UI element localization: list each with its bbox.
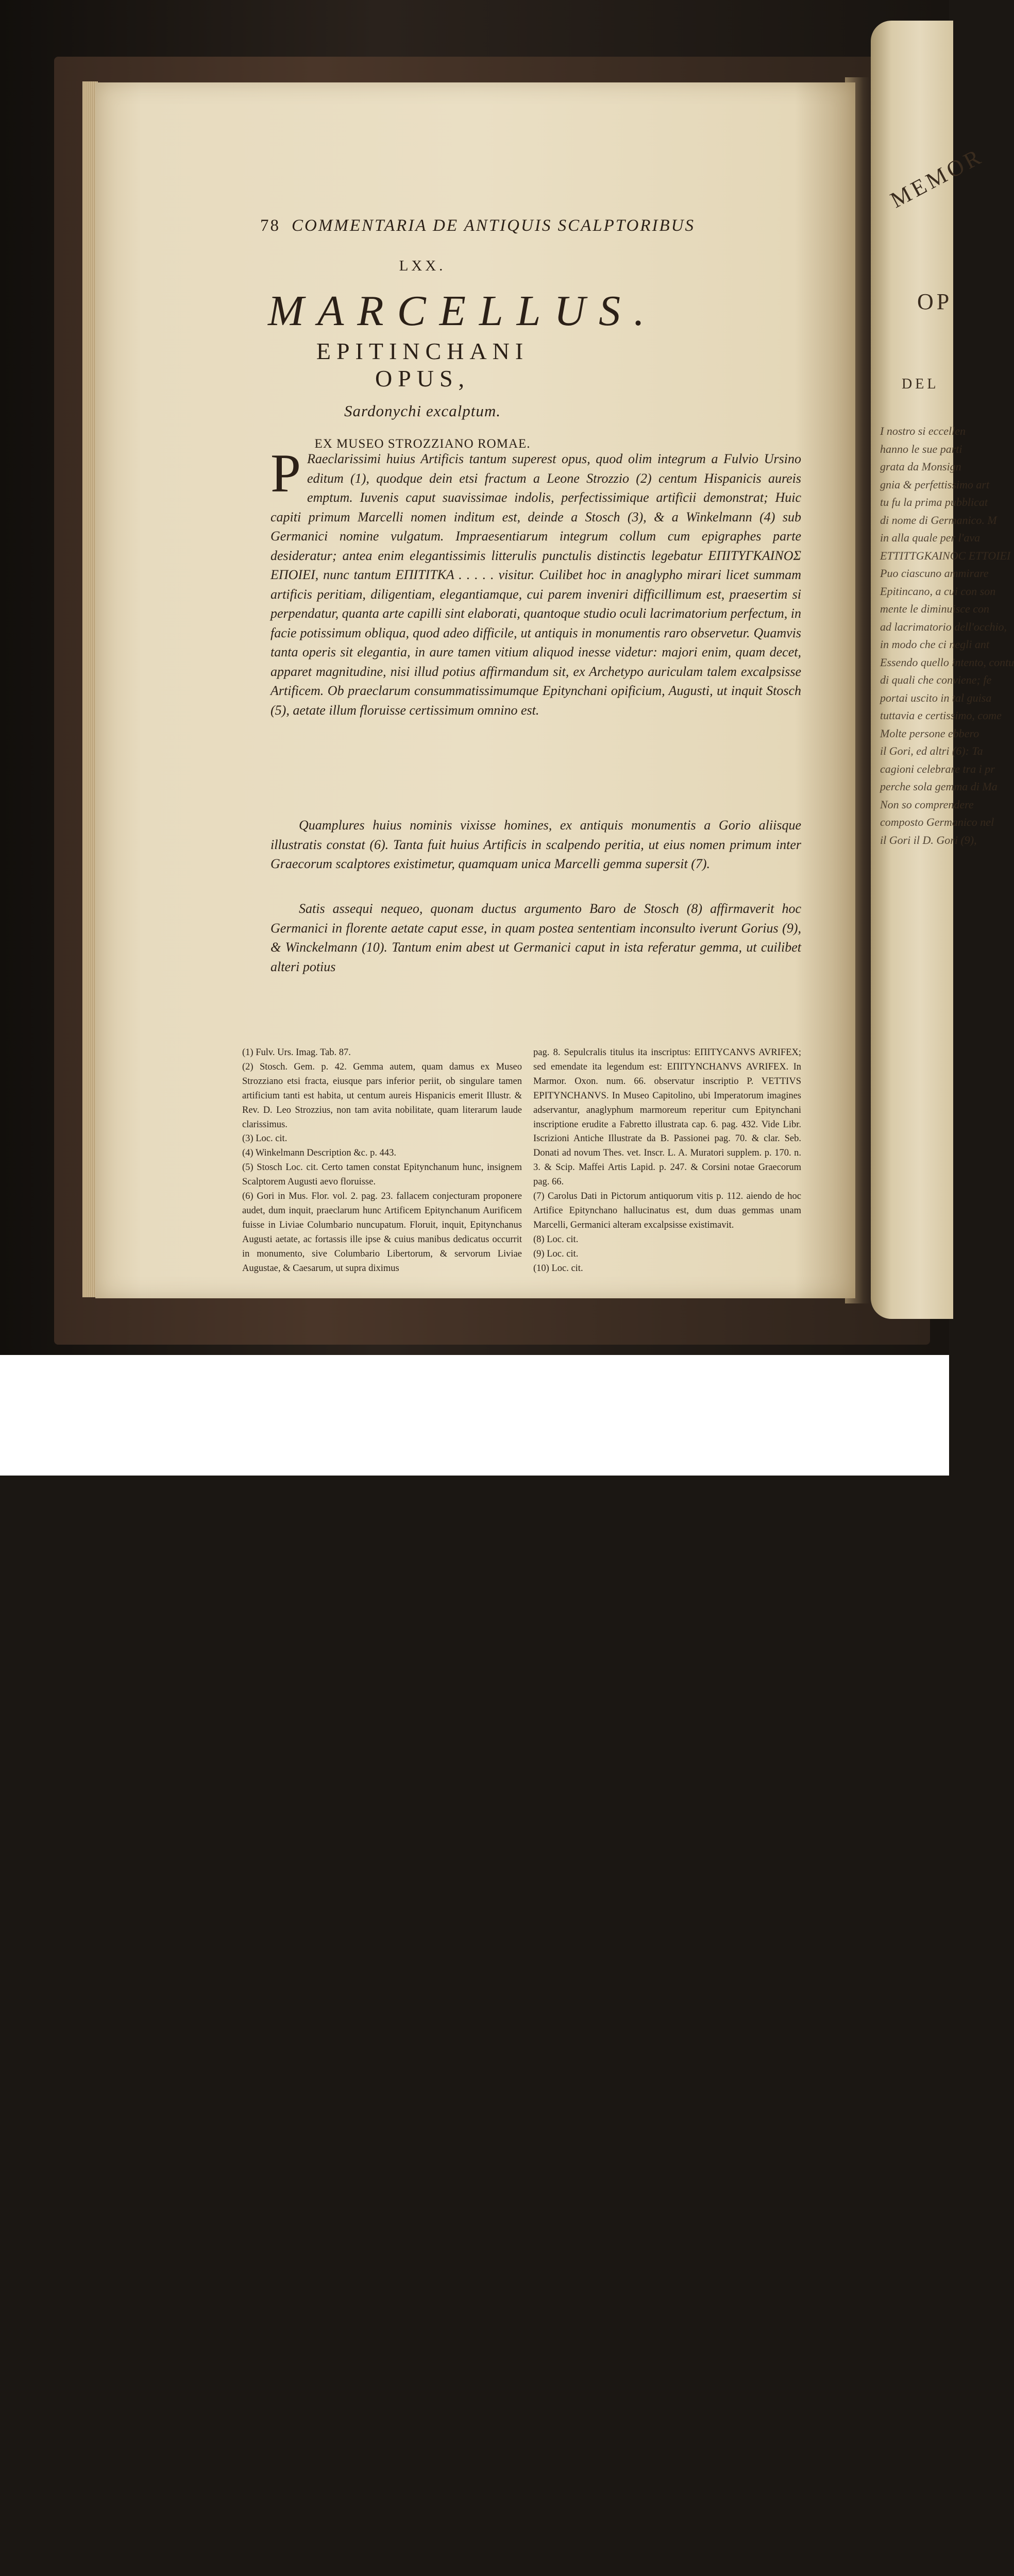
facing-head-3: DEL <box>902 376 939 392</box>
facing-line: Essendo quello intento, contu <box>880 655 1014 669</box>
viewer-footer <box>0 1355 949 1476</box>
running-head <box>260 216 755 235</box>
facing-line: Molte persone ebbero <box>880 726 979 740</box>
facing-line: perche sola gemma di Ma <box>880 780 998 793</box>
facing-text <box>880 422 1014 849</box>
facing-line: tu fu la prima pubblicat <box>880 496 988 509</box>
paragraph-3: Satis assequi nequeo, quonam ductus argumento Baro de Stosch (8) affirmaverit hoc Germanici in florente aetate caput esse, in quam postea sententiam inconsulto iverunt Gorius (9), & Winckelmann (10). Tantum enim abest ut Germanici caput in ista referatur gemma, ut cuilibet alteri potius <box>271 901 801 974</box>
footnote: (5) Stosch Loc. cit. Certo tamen constat Epitynchanum hunc, insignem Scalptorem Augusti aevo floruisse. <box>242 1162 522 1188</box>
footnotes-left <box>242 1046 522 1276</box>
footnote: (8) Loc. cit. <box>533 1234 579 1245</box>
drop-cap: P <box>271 443 301 503</box>
facing-line: mente le diminuisce con <box>880 602 989 615</box>
footnote: (6) Gori in Mus. Flor. vol. 2. pag. 23. fallacem conjecturam proponere audet, dum inquit, praeclarum hunc Artificem Epitynchanum Aurificem fuisse in Liviae Columbario nuncupatum. Floruit, inquit, Epitynchanus Augusti aetate, ac fortassis ille ipse & cuius manibus dedicatus occurrit in monumento, sive Columbario Libertorum, & servorum Liviae Augustae, & Caesarum, ut supra diximus <box>242 1191 522 1274</box>
footnote: (4) Winkelmann Description &c. p. 443. <box>242 1148 396 1159</box>
facing-line: I nostro si eccellen <box>880 425 966 437</box>
facing-line: il Gori, ed altri (6): Ta <box>880 744 983 757</box>
facing-line: portai uscito in tal guisa <box>880 691 992 704</box>
facing-line: il Gori il D. Gori (9), <box>880 833 977 846</box>
footnote: (7) Carolus Dati in Pictorum antiquorum vitis p. 112. aiendo de hoc Artifice Epitynchano hallucinatus est, dum duas gemmas unam Marcelli, Germanici alteram excalpsisse existimavit. <box>533 1191 801 1230</box>
facing-head-2: OP <box>917 289 953 314</box>
facing-line: tuttavia e certissimo, come <box>880 709 1002 722</box>
facing-line: cagioni celebrare tra i pr <box>880 762 995 775</box>
material-line: Sardonychi excalptum. <box>344 402 501 420</box>
footnote: pag. 8. Sepulcralis titulus ita inscriptus: ΕΠΙΤΥCΑΝVS AVRIFEX; sed emendate ita legendum est: ΕΠΙΤΥΝCΗΑΝVS AVRIFEX. In Marmor. Oxon. num. 66. observatur inscriptio P. VETTIVS EPITYNCHANVS. In Museo Capitolino, ubi Imperatorum imagines adservantur, anaglyphum marmoreum reperitur cum Epitynchani inscriptione erudite a Fabretto illustrata cap. 6. pag. 432. Vide Libr. Iscrizioni Antiche Illustrate da B. Passionei pag. 70. & clar. Seb. Donati ad novum Thes. vet. Inscr. L. A. Muratori supplem. p. 170. n. 3. & Scip. Maffei Artis Lapid. p. 247. & Corsini notae Graecorum pag. 66. <box>533 1047 801 1188</box>
footnotes-right <box>533 1046 801 1276</box>
facing-line: composto Germanico nel <box>880 816 994 828</box>
facing-line: Non so comprendere <box>880 798 974 811</box>
facing-head-1: MEMOR <box>886 143 988 213</box>
facing-line: in alla quale per l'ava <box>880 531 981 544</box>
facing-line: di nome di Germanico. M <box>880 513 997 527</box>
footnote: (3) Loc. cit. <box>242 1133 288 1144</box>
facing-line: gnia & perfettissimo art <box>880 478 990 491</box>
page-number: 78 <box>260 216 280 235</box>
facing-line: hanno le sue parti <box>880 442 962 455</box>
facing-line: di quali che conviene; fe <box>880 673 992 686</box>
source-line: EX MUSEO STROZZIANO ROMAE. <box>314 437 531 451</box>
entry-number: LXX. <box>399 258 446 274</box>
paragraph-2: Quamplures huius nominis vixisse homines, ex antiquis monumentis a Gorio aliisque illustratis constat (6). Tanta fuit huius Artificis in scalpendo peritia, ut eius nomen primum inter Graecorum scalptores existimetur, quamquam unica Marcelli gemma supersit (7). <box>271 818 801 871</box>
facing-line: Epitincano, a cui con son <box>880 584 996 598</box>
facing-page <box>871 21 1014 1319</box>
footnote: (2) Stosch. Gem. p. 42. Gemma autem, quam damus ex Museo Strozziano etsi fracta, eiusque pars inferior periit, ob singulare tamen artificium tanti est habita, ut centum aureis Hispanicis emerit Illustr. & Rev. D. Leo Strozzius, non tam avita nobilitate, quam literarum laude clarissimus. <box>242 1061 522 1130</box>
paragraph-1-text: Raeclarissimi huius Artificis tantum superest opus, quod olim integrum a Fulvio Ursino editum (1), quodque dein etsi fractum a Leone Strozzio (2) centum Hispanicis aureis emptum. Iuvenis caput suavissimae indolis, perfectissimique artificii demonstrat; Huic capiti primum Marcelli nomen inditum est, deinde a Stosch (3), & a Winkelmann (4) sub Germanici nomine vulgatum. Impraesentiarum integrum collum cum epigraphes parte desideratur; antea enim elegantissimis litterulis punctulis distinctis legebatur ΕΠΙΤΥΓΚΑΙΝΟΣ ΕΠΟΙΕΙ, nunc tantum ΕΠΙΤΙΤΚΑ . . . . . visitur. Cuilibet hoc in anaglypho mirari licet summam artificis peritiam, diligentiam, elegantiamque, cui parem inveniri difficillimum est, praesertim si perpendatur, quanta arte capilli sint elaborati, quantoque studio oculi lacrimatorium perfectum, in facie potissimum obliqua, quod adeo difficile, ut antiquis in monumentis raro observetur. Quamvis tanta operis sit elegantia, in aure tamen vitium aliquod inesse videtur: majori enim, quam decet, apparet magnitudine, nisi illud potius affirmandum sit, ex Archetypo auriculam talem excalpsisse Artificem. Ob praeclarum consummatissimumque Epitynchani opificium, Augusti, ut inquit Stosch (5), aetate illum floruisse certissimum omnino est. <box>271 451 801 718</box>
footnote: (1) Fulv. Urs. Imag. Tab. 87. <box>242 1047 351 1058</box>
facing-line: ETTITTGKAINOC ETTOIEI <box>880 549 1011 562</box>
footnote: (9) Loc. cit. <box>533 1248 579 1259</box>
facing-line: in modo che ci negli ant <box>880 638 990 651</box>
artist-name: MARCELLUS. <box>268 287 658 335</box>
footnote: (10) Loc. cit. <box>533 1263 583 1274</box>
facing-line: ad lacrimatorio dell'occhio, <box>880 620 1007 633</box>
entry-subtitle: EPITINCHANI OPUS, <box>316 338 529 392</box>
facing-line: Puo ciascuno ammirare <box>880 567 989 580</box>
facing-line: grata da Monsign <box>880 460 961 473</box>
running-head-title: COMMENTARIA DE ANTIQUIS SCALPTORIBUS <box>292 216 695 235</box>
